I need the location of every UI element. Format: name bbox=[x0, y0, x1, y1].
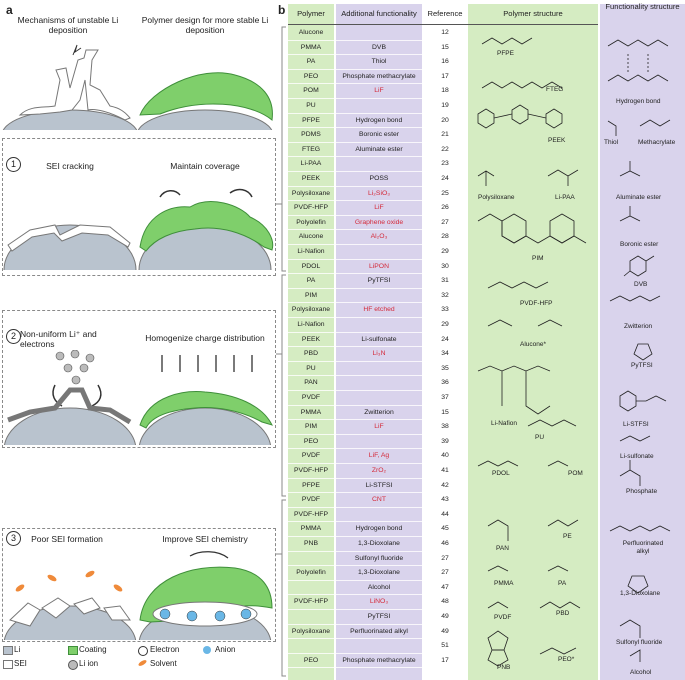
table-cell-functionality: Phosphate methacrylate bbox=[342, 72, 416, 80]
li-dendrite bbox=[20, 50, 130, 120]
func-zwitterion: Zwitterion bbox=[624, 323, 653, 330]
func-alcohol: Alcohol bbox=[630, 669, 652, 676]
func-hydrogen-bond: Hydrogen bond bbox=[616, 98, 661, 105]
table-cell-reference: 15 bbox=[441, 408, 449, 416]
struct-pa: PA bbox=[558, 580, 567, 587]
table-cell-functionality: LiF bbox=[374, 204, 384, 212]
table-cell-functionality bbox=[336, 289, 422, 302]
table-cell-polymer: PDMS bbox=[301, 131, 321, 139]
legend-swatch-anion bbox=[203, 646, 211, 654]
table-cell-polymer: PFPE bbox=[302, 116, 320, 124]
func-li-sulfonate: Li-sulfonate bbox=[620, 453, 654, 460]
legend bbox=[3, 646, 275, 680]
table-cell-functionality: Li-sulfonate bbox=[361, 335, 397, 343]
table-cell-reference: 25 bbox=[441, 189, 449, 197]
struct-fteg: FTEG bbox=[546, 86, 564, 93]
table-cell-reference: 24 bbox=[441, 175, 449, 182]
table-cell-polymer: Li-Nafion bbox=[297, 321, 325, 328]
func-pytfsi: PyTFSI bbox=[631, 362, 653, 369]
legend-swatch-solvent bbox=[138, 659, 148, 667]
table-cell-functionality: PyTFSI bbox=[367, 613, 391, 620]
func-thiol: Thiol bbox=[604, 139, 619, 146]
table-cell-reference: 30 bbox=[441, 262, 449, 270]
table-cell-polymer: PIM bbox=[304, 423, 318, 431]
table-cell-reference: 51 bbox=[441, 642, 449, 650]
table-cell-reference: 46 bbox=[441, 540, 449, 547]
section-3-number: 3 bbox=[6, 531, 21, 546]
table-cell-functionality bbox=[336, 26, 422, 39]
table-cell-polymer: Alucone bbox=[298, 29, 324, 36]
table-cell-functionality: Li₂SiO₃ bbox=[367, 189, 391, 197]
section-3-right-title: Improve SEI chemistry bbox=[162, 534, 248, 544]
table-cell-functionality: LiF bbox=[374, 423, 384, 431]
table-cell-polymer: PIM bbox=[304, 291, 318, 299]
struct-pbd: PBD bbox=[556, 610, 570, 617]
table-cell-reference: 29 bbox=[441, 321, 449, 328]
table-cell-reference: 43 bbox=[441, 496, 449, 504]
table-cell-functionality bbox=[336, 391, 422, 404]
legend-swatch-sei bbox=[3, 660, 13, 669]
title-polymer-design: Polymer design for more stable Li deposition bbox=[141, 15, 269, 35]
table-cell-reference: 37 bbox=[441, 394, 449, 401]
table-cell-reference: 15 bbox=[441, 43, 449, 51]
header-reference: Reference bbox=[427, 9, 463, 18]
table-cell-polymer: PEEK bbox=[301, 175, 321, 182]
table-cell-reference: 36 bbox=[441, 379, 449, 387]
table-cell-functionality: POSS bbox=[369, 175, 389, 182]
table-cell-functionality bbox=[336, 639, 422, 652]
legend-solvent: Solvent bbox=[150, 659, 177, 668]
section-2-illustration bbox=[0, 350, 280, 445]
top-illustration bbox=[0, 40, 280, 130]
table-cell-reference: 17 bbox=[441, 656, 449, 664]
table-row-divider bbox=[288, 667, 466, 668]
legend-swatch-coating bbox=[68, 646, 78, 655]
table-cell-functionality: Alcohol bbox=[367, 583, 391, 591]
table-cell-polymer: PVDF bbox=[301, 452, 321, 460]
table-cell-reference: 20 bbox=[441, 116, 449, 124]
func-methacrylate: Methacrylate bbox=[638, 139, 676, 146]
struct-li-nafion: Li-Nafion bbox=[491, 420, 518, 427]
table-cell-functionality: LiPON bbox=[368, 262, 390, 270]
table-cell-polymer: Li-PAA bbox=[300, 160, 322, 168]
struct-pnb: PNB bbox=[497, 664, 511, 671]
table-cell-reference: 49 bbox=[441, 627, 449, 635]
table-cell-polymer: PNB bbox=[304, 540, 318, 547]
table-cell-functionality: 1,3-Dioxolane bbox=[358, 569, 400, 577]
table-cell-polymer: PVDF bbox=[301, 496, 321, 504]
func-dioxolane: 1,3-Dioxolane bbox=[620, 590, 661, 597]
func-sulfonyl-fluoride: Sulfonyl fluoride bbox=[616, 639, 663, 646]
table-cell-functionality: HF etched bbox=[363, 306, 395, 314]
func-li-stfsi: Li-STFSI bbox=[623, 421, 649, 428]
table-cell-functionality: PyTFSI bbox=[367, 277, 391, 285]
legend-sei: SEI bbox=[14, 659, 27, 668]
table-cell-polymer: PFPE bbox=[302, 481, 320, 489]
table-cell-polymer: Li-Nafion bbox=[297, 248, 325, 255]
polymer-structure-drawings bbox=[468, 26, 598, 680]
table-cell-reference: 28 bbox=[441, 233, 449, 241]
table-cell-functionality: Hydrogen bond bbox=[355, 525, 403, 533]
struct-pdol: PDOL bbox=[492, 470, 510, 477]
table-cell-reference: 49 bbox=[441, 613, 449, 620]
table-cell-polymer: PVDF bbox=[301, 394, 321, 401]
legend-coating: Coating bbox=[79, 645, 107, 654]
func-perfluorinated-alkyl: Perfluorinated alkyl bbox=[622, 540, 664, 555]
table-cell-reference: 27 bbox=[441, 554, 449, 562]
table-cell-functionality: LiF, Ag bbox=[368, 452, 390, 460]
table-cell-functionality: Graphene oxide bbox=[354, 218, 404, 226]
table-cell-polymer: Alucone bbox=[298, 233, 324, 241]
table-cell-reference: 33 bbox=[441, 306, 449, 314]
table-cell-reference: 32 bbox=[441, 291, 449, 299]
table-cell-functionality: ZrO₂ bbox=[371, 467, 387, 474]
panel-a-label: a bbox=[6, 3, 13, 17]
table-cell-reference: 23 bbox=[441, 160, 449, 168]
table-cell-reference: 26 bbox=[441, 204, 449, 212]
table-cell-reference: 27 bbox=[441, 218, 449, 226]
table-cell-polymer: PA bbox=[306, 58, 316, 66]
struct-pu: PU bbox=[535, 434, 545, 441]
table-cell-functionality: Sulfonyl fluoride bbox=[354, 554, 404, 562]
table-cell-reference: 42 bbox=[441, 481, 449, 489]
func-phosphate: Phosphate bbox=[626, 488, 658, 495]
section-1-right-title: Maintain coverage bbox=[170, 161, 240, 171]
func-aluminate-ester: Aluminate ester bbox=[616, 194, 662, 201]
table-cell-reference: 31 bbox=[441, 277, 449, 285]
struct-pmma: PMMA bbox=[494, 580, 514, 587]
legend-swatch-electron bbox=[138, 646, 148, 656]
table-cell-polymer: PEO bbox=[303, 72, 319, 80]
struct-pim: PIM bbox=[532, 255, 544, 262]
solvent-molecules bbox=[14, 569, 123, 593]
table-cell-polymer: PVDF-HFP bbox=[294, 510, 328, 518]
table-cell-polymer: PEO bbox=[303, 437, 319, 445]
table-cell-polymer: Polyolefin bbox=[296, 218, 326, 226]
table-cell-polymer: PEO bbox=[303, 656, 319, 664]
legend-swatch-li-ion bbox=[68, 660, 78, 670]
table-cell-polymer: PMMA bbox=[300, 43, 322, 51]
table-cell-functionality: Al₂O₃ bbox=[370, 233, 388, 241]
table-cell-functionality bbox=[336, 362, 422, 375]
table-cell-functionality bbox=[336, 435, 422, 448]
header-functionality-structure: Functionality structure bbox=[605, 2, 680, 11]
struct-polysiloxane: Polysiloxane bbox=[478, 194, 515, 201]
table-cell-polymer: PA bbox=[306, 277, 316, 285]
table-cell-functionality: Thiol bbox=[371, 58, 387, 66]
table-cell-reference: 27 bbox=[441, 569, 449, 577]
struct-pan: PAN bbox=[496, 545, 509, 552]
table-cell-functionality bbox=[336, 376, 422, 389]
table-cell-reference: 29 bbox=[441, 248, 449, 255]
table-cell-functionality: Li-STFSI bbox=[365, 481, 393, 489]
table-cell-reference: 45 bbox=[441, 525, 449, 533]
table-cell-functionality: LiF bbox=[374, 87, 384, 95]
table-cell-reference: 47 bbox=[441, 583, 449, 591]
table-cell-functionality: Boronic ester bbox=[358, 131, 400, 139]
table-cell-reference: 18 bbox=[441, 87, 449, 95]
table-cell-functionality bbox=[336, 508, 422, 521]
struct-pe: PE bbox=[563, 533, 572, 540]
table-cell-polymer: PMMA bbox=[300, 408, 322, 416]
table-cell-reference: 34 bbox=[441, 350, 449, 358]
table-cell-functionality: Zwitterion bbox=[364, 408, 394, 416]
table-cell-polymer: PVDF-HFP bbox=[294, 204, 328, 212]
table-cell-polymer: FTEG bbox=[301, 145, 321, 153]
legend-li: Li bbox=[14, 645, 21, 654]
group-brackets bbox=[276, 24, 288, 680]
table-cell-functionality: 1,3-Dioxolane bbox=[358, 540, 400, 547]
table-cell-polymer: Polysiloxane bbox=[291, 306, 331, 314]
table-cell-polymer: PAN bbox=[304, 379, 318, 387]
lightning-icon bbox=[73, 45, 81, 55]
table-cell-polymer bbox=[288, 639, 334, 652]
li-ions-cluster bbox=[56, 350, 94, 384]
struct-alucone: Alucone* bbox=[520, 341, 547, 348]
header-polymer-structure: Polymer structure bbox=[503, 9, 563, 18]
header-functionality: Additional functionality bbox=[341, 9, 417, 18]
legend-electron: Electron bbox=[150, 645, 180, 654]
table-cell-polymer: Polysiloxane bbox=[291, 627, 331, 635]
table-cell-reference: 41 bbox=[441, 467, 449, 474]
struct-pvdf-hfp: PVDF-HFP bbox=[520, 300, 553, 307]
section-2-left-title: Non-uniform Li⁺ and electrons bbox=[20, 329, 97, 349]
table-cell-reference: 48 bbox=[441, 598, 449, 606]
functionality-structure-drawings bbox=[600, 26, 685, 680]
table-cell-reference: 39 bbox=[441, 437, 449, 445]
table-cell-functionality: Phosphate methacrylate bbox=[342, 656, 416, 664]
legend-anion: Anion bbox=[215, 645, 236, 654]
table-cell-reference: 24 bbox=[441, 335, 449, 343]
panel-b-label: b bbox=[278, 3, 286, 17]
table-cell-polymer: PMMA bbox=[300, 525, 322, 533]
struct-pom: POM bbox=[568, 470, 583, 477]
table-cell-polymer: PEEK bbox=[301, 335, 321, 343]
struct-peo: PEO* bbox=[558, 656, 575, 663]
struct-peek: PEEK bbox=[548, 137, 566, 144]
table-cell-reference: 38 bbox=[441, 423, 449, 431]
table-cell-reference: 19 bbox=[441, 102, 449, 109]
table-cell-functionality bbox=[336, 245, 422, 258]
legend-swatch-li bbox=[3, 646, 13, 655]
title-unstable-deposition: Mechanisms of unstable Li deposition bbox=[17, 15, 119, 35]
section-3-left-title: Poor SEI formation bbox=[31, 534, 103, 544]
table-cell-reference: 44 bbox=[441, 510, 449, 518]
table-cell-functionality bbox=[336, 99, 422, 112]
table-cell-functionality bbox=[336, 318, 422, 331]
table-cell-polymer: PDOL bbox=[301, 262, 321, 270]
table-cell-polymer bbox=[288, 552, 334, 565]
table-cell-reference: 16 bbox=[441, 58, 449, 66]
table-cell-functionality bbox=[336, 157, 422, 170]
table-cell-reference: 12 bbox=[441, 29, 449, 36]
table-cell-reference: 17 bbox=[441, 72, 449, 80]
section-3-illustration bbox=[0, 548, 280, 640]
section-1-illustration bbox=[0, 175, 280, 270]
section-2-right-title: Homogenize charge distribution bbox=[145, 333, 265, 343]
table-cell-reference: 35 bbox=[441, 364, 449, 372]
table-cell-functionality: DVB bbox=[372, 43, 386, 51]
table-cell-polymer bbox=[288, 610, 334, 623]
table-cell-functionality: Aluminate ester bbox=[355, 145, 403, 153]
table-cell-polymer: Polyolefin bbox=[296, 569, 326, 577]
table-cell-functionality: Li₃N bbox=[372, 350, 386, 358]
table-cell-polymer: POM bbox=[303, 87, 319, 95]
section-1-number: 1 bbox=[6, 157, 21, 172]
func-boronic-ester: Boronic ester bbox=[620, 241, 659, 248]
section-2-number: 2 bbox=[6, 329, 21, 344]
table-cell-polymer: Polysiloxane bbox=[291, 189, 331, 197]
table-cell-polymer: PVDF-HFP bbox=[294, 467, 328, 474]
table-cell-polymer: PVDF-HFP bbox=[294, 598, 328, 606]
table-cell-reference: 40 bbox=[441, 452, 449, 460]
table-cell-reference: 22 bbox=[441, 145, 449, 153]
struct-pvdf: PVDF bbox=[494, 614, 512, 621]
func-dvb: DVB bbox=[634, 281, 648, 288]
section-1-left-title: SEI cracking bbox=[46, 161, 94, 171]
table-cell-functionality: Hydrogen bond bbox=[355, 116, 403, 124]
table-cell-polymer: PU bbox=[306, 364, 316, 372]
table-cell-polymer: PU bbox=[306, 102, 316, 109]
struct-pfpe: PFPE bbox=[497, 50, 514, 57]
table-cell-polymer bbox=[288, 581, 334, 594]
table-cell-polymer: PBD bbox=[304, 350, 318, 358]
table-cell-reference: 21 bbox=[441, 131, 449, 139]
legend-li-ion: Li ion bbox=[79, 659, 99, 668]
table-cell-functionality: CNT bbox=[372, 496, 386, 504]
table-cell-functionality: LiNO₃ bbox=[369, 598, 389, 606]
table-cell-functionality: Perfluorinated alkyl bbox=[350, 627, 408, 635]
struct-li-paa: Li-PAA bbox=[555, 194, 575, 201]
header-polymer: Polymer bbox=[297, 9, 325, 18]
field-arrows bbox=[162, 355, 252, 372]
